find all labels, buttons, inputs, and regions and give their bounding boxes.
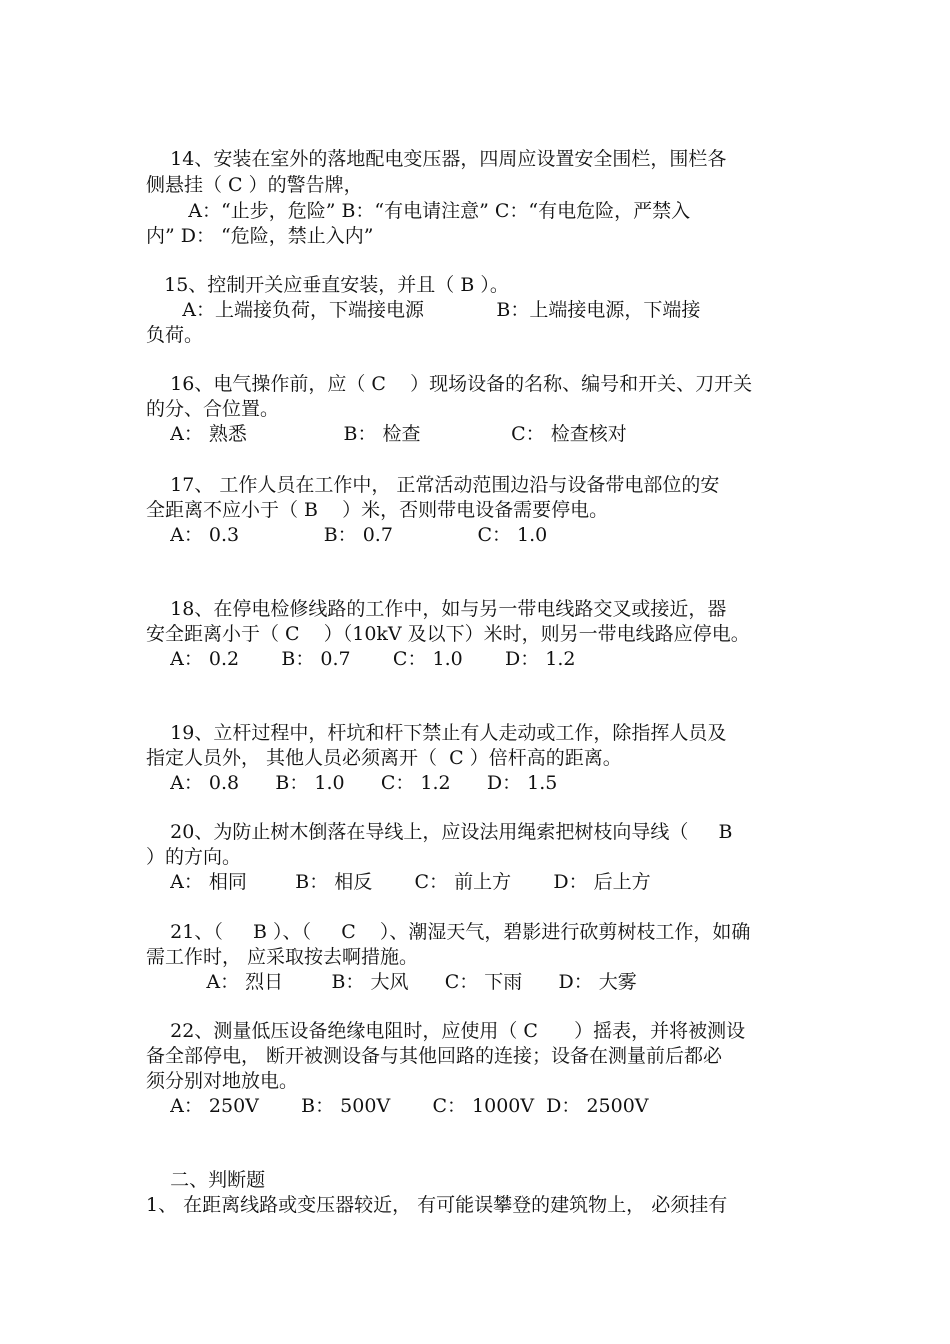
q21-text-line1: 21、（ B ）、（ C ）、潮湿天气，碧影进行砍剪树枝工作，如确	[146, 921, 751, 943]
q15-options-line1: A：上端接负荷，下端接电源 B：上端接电源，下端接	[146, 299, 701, 321]
q16-text-line2: 的分、合位置。	[146, 398, 280, 420]
q22-options: A： 250V B： 500V C： 1000V D： 2500V	[146, 1095, 649, 1117]
section-heading-true-false: 二、判断题	[146, 1169, 266, 1191]
q18-options: A： 0.2 B： 0.7 C： 1.0 D： 1.2	[146, 648, 576, 670]
tf-item-1: 1、 在距离线路或变压器较近， 有可能误攀登的建筑物上， 必须挂有	[146, 1194, 728, 1216]
q19-text-line2: 指定人员外， 其他人员必须离开（ C ）倍杆高的距离。	[146, 747, 622, 769]
q21-text-line2: 需工作时， 应采取按去啊措施。	[146, 946, 419, 968]
q22-text-line3: 须分别对地放电。	[146, 1070, 299, 1092]
q14-options-line1: A：“止步，危险” B：“有电请注意” C：“有电危险，严禁入	[146, 200, 691, 222]
q18-text-line2: 安全距离小于（ C ）（10kV 及以下）米时，则另一带电线路应停电。	[146, 623, 750, 645]
q20-options: A： 相同 B： 相反 C： 前上方 D： 后上方	[146, 871, 651, 893]
q18-text-line1: 18、在停电检修线路的工作中，如与另一带电线路交叉或接近，器	[146, 598, 727, 620]
q15-text-line1: 15、控制开关应垂直安装，并且（ B ）。	[146, 274, 509, 296]
q17-text-line1: 17、 工作人员在工作中， 正常活动范围边沿与设备带电部位的安	[146, 474, 720, 496]
q14-text-line1: 14、安装在室外的落地配电变压器，四周应设置安全围栏，围栏各	[146, 148, 727, 170]
q16-options: A： 熟悉 B： 检查 C： 检查核对	[146, 423, 627, 445]
q19-options: A： 0.8 B： 1.0 C： 1.2 D： 1.5	[146, 772, 558, 794]
q16-text-line1: 16、电气操作前，应（ C ）现场设备的名称、编号和开关、刀开关	[146, 373, 753, 395]
q20-text-line2: ）的方向。	[146, 846, 242, 868]
q19-text-line1: 19、立杆过程中，杆坑和杆下禁止有人走动或工作，除指挥人员及	[146, 722, 727, 744]
q14-text-line2: 侧悬挂（ C ）的警告牌，	[146, 174, 363, 196]
q17-text-line2: 全距离不应小于（ B ）米，否则带电设备需要停电。	[146, 499, 609, 521]
q22-text-line2: 备全部停电， 断开被测设备与其他回路的连接；设备在测量前后都必	[146, 1045, 723, 1067]
q21-options: A： 烈日 B： 大风 C： 下雨 D： 大雾	[146, 971, 637, 993]
q14-options-line2: 内” D： “危险，禁止入内”	[146, 225, 374, 247]
q15-options-line2: 负荷。	[146, 324, 204, 346]
q20-text-line1: 20、为防止树木倒落在导线上，应设法用绳索把树枝向导线（ B	[146, 821, 733, 843]
q22-text-line1: 22、测量低压设备绝缘电阻时，应使用（ C ）摇表，并将被测设	[146, 1020, 746, 1042]
q17-options: A： 0.3 B： 0.7 C： 1.0	[146, 524, 548, 546]
